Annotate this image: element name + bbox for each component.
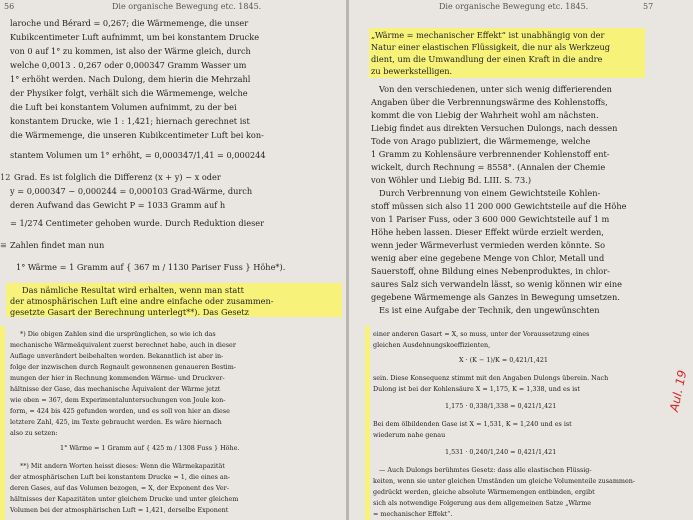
left-body-line: die Luft bei konstantem Volumen aufnimmt, zu der bei — [10, 102, 237, 112]
right-body-line: Natur einer elastischen Flüssigkeit, die nur als Werkzeug — [371, 42, 611, 52]
left-formula: 1° Wärme = 1 Gramm auf { 367 m / 1130 Pariser Fuss } Höhe*). — [16, 262, 286, 272]
left-footnote-line: *) Die obigen Zahlen sind die ursprünglichen, so wie ich das — [20, 330, 216, 338]
left-body-line: konstantem Drucke, wie 1 : 1,421; hiernach gerechnet ist — [10, 116, 250, 126]
right-page — [349, 0, 693, 520]
right-footnote-line: wiederum nahe genau — [373, 431, 446, 439]
left-body-line: 1° erhöht werden. Nach Dulong, dem hierin die Mehrzahl — [10, 74, 251, 84]
left-body-line: laroche und Bérard = 0,267; die Wärmemenge, die unser — [10, 18, 249, 28]
left-body-line: y = 0,000347 − 0,000244 = 0,000103 Grad-Wärme, durch — [10, 186, 253, 196]
left-body-line: der atmosphärischen Luft eine andre einfache oder zusammen- — [10, 296, 274, 306]
right-running-head: Die organische Bewegung etc. 1845. — [439, 2, 589, 11]
right-body-line: „Wärme = mechanischer Effekt“ ist unabhängig von der — [371, 30, 605, 40]
left-footnote-line: hältnisse der Gase, das mechanische Äquivalent der Wärme jetzt — [10, 385, 221, 393]
left-footnote-line: mechanische Wärmeäquivalent zuerst berechnet habe, auch in dieser — [10, 341, 236, 349]
right-body-line: Liebig findet aus direkten Versuchen Dulongs, nach dessen — [371, 123, 618, 133]
left-body-line: Grad. Es ist folglich die Differenz (x + y) − x oder — [14, 172, 221, 182]
left-footnote-line: der atmosphärischen Luft bei konstantem Drucke = 1, die eines an- — [10, 473, 231, 481]
right-body-line: Sauerstoff, ohne Bildung eines Nebenproduktes, in chlor- — [371, 266, 610, 276]
right-body-line: gegebene Wärmemenge als Ganzes in Bewegung umsetzen. — [371, 292, 620, 302]
left-footnote-line: letztere Zahl, 425, im Texte gebraucht werden. Es wäre hiernach — [10, 418, 222, 426]
left-body-line: von 0 auf 1° zu kommen, ist also der Wärme gleich, durch — [10, 46, 251, 56]
right-body-line: zu bewerkstelligen. — [371, 66, 453, 76]
right-body-line: von 1 Pariser Fuss, oder 3 600 000 Gewichtsteile auf 1 m — [371, 214, 610, 224]
right-footnote-formula: X · (K − 1)/K = 0,421/1,421 — [459, 356, 548, 364]
left-footnote-line: mungen der hier in Rechnung kommenden Wärme- und Druckver- — [10, 374, 225, 382]
right-body-line: saures Salz sich verwandeln lässt, so wenig können wir eine — [371, 279, 622, 289]
left-footnote-line: wie oben = 367, dem Experimentaluntersuchungen von Joule kon- — [10, 396, 226, 404]
right-footnote-formula: 1,175 · 0,338/1,338 = 0,421/1,421 — [445, 402, 557, 410]
left-footnote-line: also zu setzen: — [10, 429, 58, 437]
right-page-number: 57 — [643, 2, 654, 11]
left-body-line: die Wärmemenge, die unseren Kubikcentimeter Luft bei kon- — [10, 130, 264, 140]
right-body-line: wenig aber eine gegebene Menge von Chlor, Metall und — [371, 253, 605, 263]
right-footnote-line: sich als notwendige Folgerung aus dem allgemeinen Satze „Wärme — [373, 499, 592, 507]
left-page-number: 56 — [4, 2, 15, 11]
right-footnote-line: = mechanischer Effekt“. — [373, 510, 453, 518]
right-body-line: Durch Verbrennung von einem Gewichtsteile Kohlen- — [379, 188, 601, 198]
margin-annotation: Aul. 19 — [667, 368, 690, 413]
right-margin-highlight — [365, 326, 370, 520]
right-body-line: kommt die von Liebig der Wahrheit wohl am nächsten. — [371, 110, 599, 120]
right-body-line: Höhe heben lassen. Dieser Effekt würde erzielt werden, — [371, 227, 604, 237]
right-body-line: dient, um die Umwandlung der einen Kraft in die andre — [371, 54, 603, 64]
right-footnote-line: Dulong ist bei der Kohlensäure X = 1,175, K = 1,338, und es ist — [373, 385, 580, 393]
right-body-line: Tode von Arago publiziert, die Wärmemenge, welche — [371, 136, 591, 146]
right-footnote-line: gedrückt werden, gleiche absolute Wärmemengen entbinden, ergibt — [373, 488, 595, 496]
right-footnote-line: gleichen Ausdehnungskoeffizienten, — [373, 341, 491, 349]
right-body-line: stoff müssen sich also 11 200 000 Gewichtsteile auf die Höhe — [371, 201, 627, 211]
right-footnote-line: sein. Diese Konsequenz stimmt mit den Angaben Dulongs überein. Nach — [373, 374, 609, 382]
left-body-line: Zahlen findet man nun — [10, 240, 105, 250]
right-body-line: Von den verschiedenen, unter sich wenig differierenden — [379, 84, 612, 94]
right-footnote-line: Bei dem ölbildenden Gase ist X = 1,531, K = 1,240 und es ist — [373, 420, 572, 428]
left-running-head: Die organische Bewegung etc. 1845. — [112, 2, 262, 11]
left-footnote-formula: 1° Wärme = 1 Gramm auf { 425 m / 1308 Fuss } Höhe. — [60, 444, 240, 452]
right-body-line: Angaben über die Verbrennungswärme des Kohlenstoffs, — [371, 97, 608, 107]
right-footnote-line: einer anderen Gasart = X, so muss, unter der Voraussetzung eines — [373, 330, 590, 338]
right-footnote-line: keiten, wenn sie unter gleichen Umständen um gleiche Volumenteile zusammen- — [373, 477, 636, 485]
left-body-line: = 1/274 Centimeter gehoben wurde. Durch Reduktion dieser — [10, 218, 265, 228]
left-margin-mark: ≡ — [0, 240, 7, 250]
left-body-line: Das nämliche Resultat wird erhalten, wenn man statt — [22, 285, 244, 295]
left-margin-mark: 12 — [0, 172, 11, 182]
left-body-line: Kubikcentimeter Luft aufnimmt, um bei konstantem Drucke — [10, 32, 260, 42]
left-body-line: gesetzte Gasart der Berechnung unterlegt**). Das Gesetz — [10, 307, 249, 317]
left-page — [0, 0, 346, 520]
left-footnote-line: hältnisses der Kapazitäten unter gleichem Drucke und unter gleichem — [10, 495, 239, 503]
left-footnote-line: folge der inzwischen durch Regnault gewonnenen genaueren Bestim- — [10, 363, 236, 371]
right-body-line: Es ist eine Aufgabe der Technik, den ungewünschten — [379, 305, 600, 315]
left-body-line: welche 0,0013 . 0,267 oder 0,000347 Gramm Wasser um — [10, 60, 247, 70]
right-body-line: wenn jeder Wärmeverlust vermieden werden könnte. So — [371, 240, 606, 250]
right-footnote-formula: 1,531 · 0,240/1,240 = 0,421/1,421 — [445, 448, 557, 456]
left-footnote-line: Volumen bei der atmosphärischen Luft = 1,421, derselbe Exponent — [10, 506, 229, 514]
left-body-line: deren Aufwand das Gewicht P = 1033 Gramm auf h — [10, 200, 226, 210]
left-body-line: der Physiker folgt, verhält sich die Wärmemenge, welche — [10, 88, 248, 98]
left-margin-highlight — [0, 326, 5, 520]
left-footnote-line: deren Gases, auf das Volumen bezogen, = X, der Exponent des Ver- — [10, 484, 229, 492]
right-body-line: von Wöhler und Liebig Bd. LIII. S. 73.) — [371, 175, 532, 185]
left-footnote-line: **) Mit andern Worten heisst dieses: Wenn die Wärmekapazität — [20, 462, 225, 470]
right-body-line: wickelt, durch Rechnung = 8558°. (Annalen der Chemie — [371, 162, 606, 172]
right-body-line: 1 Gramm zu Kohlensäure verbrennender Kohlenstoff ent- — [371, 149, 610, 159]
left-footnote-line: form, = 424 bis 425 gefunden worden, und es soll von hier an diese — [10, 407, 230, 415]
left-footnote-line: Auflage unverändert beibehalten worden. Bekanntlich ist aber in- — [10, 352, 224, 360]
right-footnote-line: — Auch Dulongs berühmtes Gesetz: dass alle elastischen Flüssig- — [379, 466, 592, 474]
left-body-line: stantem Volumen um 1° erhöht, = 0,000347/1,41 = 0,000244 — [10, 150, 266, 160]
